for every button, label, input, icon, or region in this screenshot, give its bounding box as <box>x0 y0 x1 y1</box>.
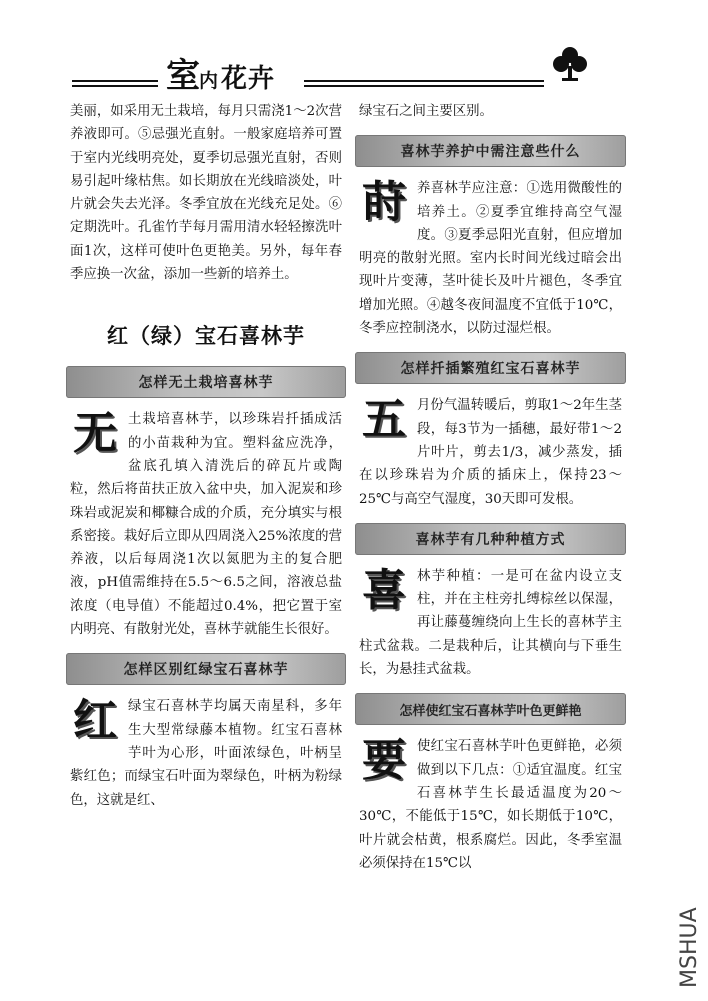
paragraph-cutting-propagation <box>359 394 622 510</box>
paragraph-text: 绿宝石喜林芋均属天南星科，多年生大型常绿藤本植物。红宝石喜林芋叶为心形，叶面浓绿色，叶柄呈紫红色；而绿宝石叶面为翠绿色，叶柄为粉绿色，这就是红、 <box>70 699 342 808</box>
drop-cap: 莳 <box>362 177 406 229</box>
right-intro-paragraph: 绿宝石之间主要区别。 <box>359 104 493 119</box>
paragraph-planting-methods <box>359 565 622 681</box>
right-column <box>359 100 622 875</box>
header-rule-left-top <box>72 80 158 82</box>
watermark-text: MSHUA <box>677 907 702 988</box>
paragraph-text: 月份气温转暖后，剪取1～2年生茎段，每3节为一插穗，最好带1～2片叶片，剪去1/3，减少蒸发，插在以珍珠岩为介质的插床上，保持23～25℃与高空气湿度，30天即可发根。 <box>359 398 622 507</box>
banner-planting-methods: 喜林芋有几种种植方式 <box>355 523 626 555</box>
left-column <box>70 100 342 812</box>
header-title-small: 内 <box>199 70 220 92</box>
header-title-rest: 花卉 <box>221 64 276 94</box>
header-rule-left-bottom <box>72 85 158 87</box>
drop-cap: 无 <box>73 408 117 460</box>
header-rule-right-top <box>304 80 544 82</box>
banner-cutting-propagation: 怎样扦插繁殖红宝石喜林芋 <box>355 352 626 384</box>
drop-cap: 要 <box>362 735 406 787</box>
drop-cap: 红 <box>73 695 117 747</box>
clover-icon <box>550 44 590 84</box>
paragraph-brighter-leaves <box>359 735 622 875</box>
left-intro-paragraph: 美丽，如采用无土栽培，每月只需浇1～2次营养液即可。⑤忌强光直射。一般家庭培养可置于室内光线明亮处，夏季切忌强光直射，否则易引起叶缘枯焦。如长期放在光线暗淡处，叶片就会失去光泽。冬季宜放在光线充足处。⑥定期洗叶。孔雀竹芋每月需用清水轻轻擦洗叶面1次，这样可使叶色更艳美。另外，每年春季应换一次盆，添加一些新的培养土。 <box>70 104 342 283</box>
banner-distinguish-red-green: 怎样区别红绿宝石喜林芋 <box>66 653 346 685</box>
banner-soilless-cultivation: 怎样无土栽培喜林芋 <box>66 366 346 398</box>
paragraph-care-notes <box>359 177 622 340</box>
paragraph-text: 林芋种植：一是可在盆内设立支柱，并在主柱旁扎缚棕丝以保湿，再让藤蔓缠绕向上生长的喜林芋主柱式盆栽。二是栽种后，让其横向与下垂生长，为悬挂式盆栽。 <box>359 568 622 678</box>
header-title-big: 室 <box>166 56 201 96</box>
page-header <box>72 42 612 102</box>
paragraph-text: 土栽培喜林芋，以珍珠岩扦插成活的小苗栽种为宜。塑料盆应洗净，盆底孔填入清洗后的碎瓦片或陶粒，然后将苗扶正放入盆中央，加入泥炭和珍珠岩或泥炭和椰糠合成的介质，充分填实与根系密接。栽好后立即从四周浇入25%浓度的营养液，以后每周浇1次以氮肥为主的复合肥液，pH值需维持在5.5～6.5之间，溶液总盐浓度（电导值）不能超过0.4%，把它置于室内明亮、有散射光处，喜林芋就能生长很好。 <box>70 412 342 638</box>
paragraph-text: 使红宝石喜林芋叶色更鲜艳，必须做到以下几点：①适宜温度。红宝石喜林芋生长最适温度为20～30℃，不能低于15℃，如长期低于10℃，叶片就会枯黄，根系腐烂。因此，冬季室温必须保持在15℃以 <box>359 739 622 871</box>
watermark <box>672 880 702 990</box>
drop-cap: 喜 <box>362 564 406 616</box>
banner-brighter-leaves: 怎样使红宝石喜林芋叶色更鲜艳 <box>355 693 626 725</box>
header-title <box>166 48 275 97</box>
paragraph-soilless-cultivation <box>70 408 342 641</box>
banner-care-notes: 喜林芋养护中需注意些什么 <box>355 135 626 167</box>
header-rule-right-bottom <box>304 85 544 87</box>
drop-cap: 五 <box>362 394 406 446</box>
paragraph-text: 养喜林芋应注意：①选用微酸性的培养土。②夏季宜维持高空气湿度。③夏季忌阳光直射，但应增加明亮的散射光照。室内长时间光线过暗会出现叶片变薄，茎叶徒长及叶片褪色，冬季宜增加光照。④越冬夜间温度不宜低于10℃，冬季应控制浇水，以防过湿烂根。 <box>359 181 622 337</box>
paragraph-distinguish-red-green <box>70 695 342 811</box>
section-title: 红（绿）宝石喜林芋 <box>107 324 305 349</box>
